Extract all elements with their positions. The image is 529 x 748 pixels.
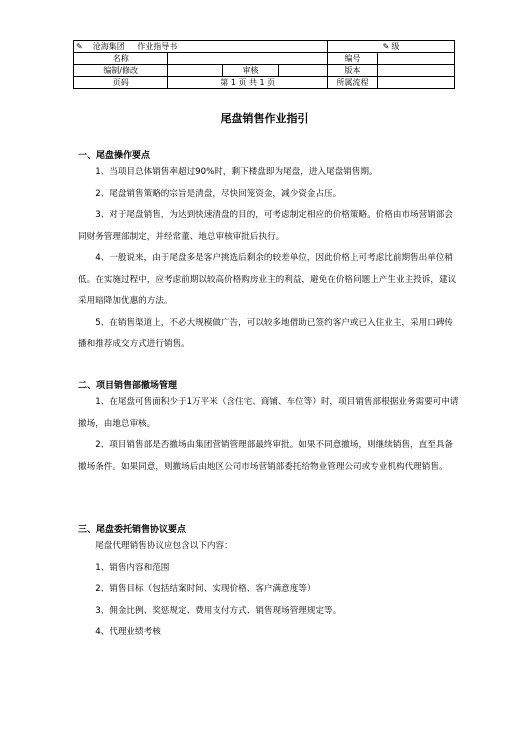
pen-icon: ✎ <box>382 42 390 51</box>
code-label: 编号 <box>328 53 378 65</box>
version-value <box>377 65 454 77</box>
paragraph: 1、当项目总体销售率超过90%时，剩下楼盘即为尾盘，进入尾盘销售期。 <box>95 167 378 177</box>
dept-label: 所属流程 <box>328 77 378 89</box>
name-label: 名称 <box>74 53 168 65</box>
dept-value <box>377 77 454 89</box>
document-header-table <box>73 40 455 89</box>
name-value <box>168 53 328 65</box>
list-item: 1、销售内容和范围 <box>95 562 170 573</box>
author-label: 编制/修改 <box>74 65 168 77</box>
document-title: 尾盘销售作业指引 <box>220 112 309 125</box>
list-item: 4、代理业绩考核 <box>95 627 161 637</box>
paragraph: 3、对于尾盘销售，为达到快速清盘的目的，可考虑制定相应的价格策略。价格由市场营销部会同财务管理部制定，并经常董、地总审核审批后执行。 <box>78 210 454 242</box>
section-1-body <box>78 162 460 356</box>
review-value <box>278 65 327 77</box>
section-1-heading: 一、尾盘操作要点 <box>78 151 151 161</box>
company-name: 沧海集团 <box>92 42 125 51</box>
version-label: 版本 <box>328 65 378 77</box>
list-item: 2、销售目标（包括结案时间、实现价格、客户满意度等） <box>95 584 316 594</box>
header-level-cell <box>328 41 455 53</box>
section-2-body <box>78 392 460 478</box>
paragraph: 1、在尾盘可售面积少于1万平米（含住宅、商铺、车位等）时，项目销售部根据业务需要可申请撤场，由地总审核。 <box>78 397 459 429</box>
paragraph: 5、在销售渠道上，不必大规模做广告，可以较多地借助已签约客户或已入住业主，采用口碑传播和推荐成交方式进行销售。 <box>78 317 454 349</box>
section-3-body <box>78 536 460 644</box>
section-3-intro: 尾盘代理销售协议应包含以下内容： <box>95 541 233 551</box>
page-value: 第 1 页 共 1 页 <box>168 77 328 89</box>
list-item: 3、佣金比例、奖惩规定、费用支付方式、销售现场管理规定等。 <box>95 605 342 616</box>
header-row-1 <box>74 41 328 53</box>
review-label: 审核 <box>223 65 278 77</box>
paragraph: 4、一般说来，由于尾盘多是客户挑选后剩余的较差单位，因此价格上可考虑比前期售出单位稍低。在实施过程中，应考虑前期以较高价格购房业主的利益，避免在价格问题上产生业主投诉，建议采用暗降加优惠的方法。 <box>78 253 457 306</box>
code-value <box>377 53 454 65</box>
paragraph: 2、项目销售部是否撤场由集团营销管理部最终审批。如果不同意撤场，则继续销售，直至具备撤场条件。如果同意，则撤场后由地区公司市场营销部委托给物业管理公司或专业机构代理销售。 <box>78 440 454 472</box>
section-2-heading: 二、项目销售部撤场管理 <box>78 381 178 391</box>
doc-type: 作业指导书 <box>137 42 178 51</box>
page-label: 页码 <box>74 77 168 89</box>
level-label: 级 <box>391 42 400 51</box>
section-3-heading: 三、尾盘委托销售协议要点 <box>78 525 187 535</box>
paperclip-icon: ✎ <box>76 42 83 51</box>
paragraph: 2、尾盘销售策略的宗旨是清盘，尽快回笼资金，减少资金占压。 <box>95 188 342 199</box>
author-value <box>168 65 223 77</box>
